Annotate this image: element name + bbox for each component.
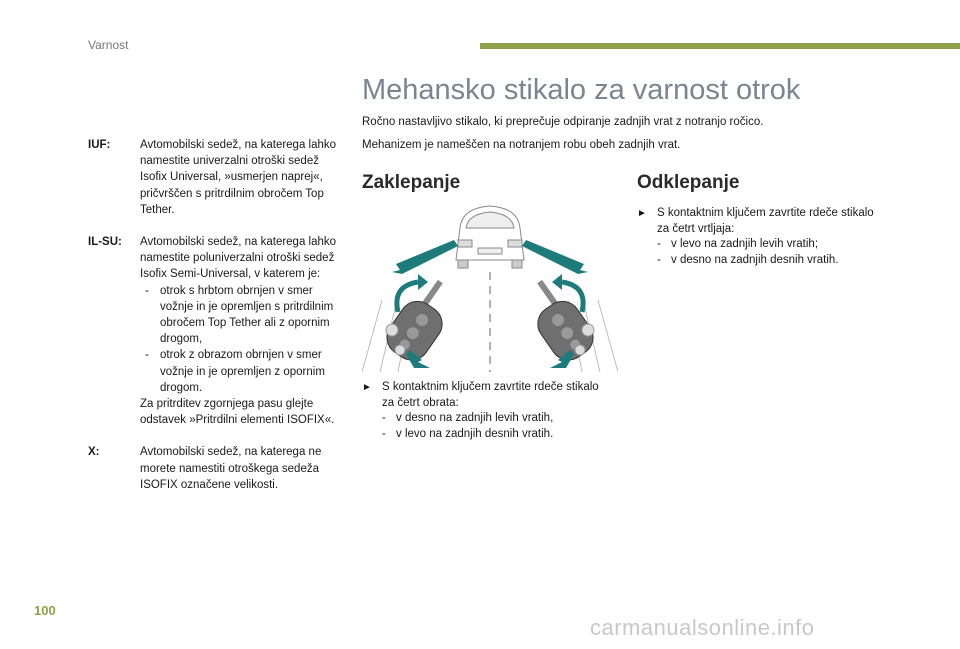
section-tag: Varnost bbox=[88, 38, 129, 52]
watermark: carmanualsonline.info bbox=[590, 615, 815, 640]
definition-term: IL-SU: bbox=[88, 236, 122, 249]
intro-paragraph-1: Ročno nastavljivo stikalo, ki preprečuje odpiranje zadnjih vrat z notranjo ročico. bbox=[362, 116, 764, 128]
child-lock-illustration bbox=[362, 200, 618, 372]
definition-text: Avtomobilski sedež, na katerega lahko namestite poluniverzalni otroški sedež Isofix Semi-Universal, v katerem je: bbox=[140, 236, 337, 281]
page-title: Mehansko stikalo za varnost otrok bbox=[362, 74, 801, 106]
unlock-instruction bbox=[637, 206, 887, 268]
list-item: - v levo na zadnjih desnih vratih. bbox=[382, 427, 612, 443]
arrow-right-icon bbox=[522, 240, 588, 274]
triangle-bullet-icon: ► bbox=[637, 208, 647, 219]
intro-paragraph-2: Mehanizem je nameščen na notranjem robu obeh zadnjih vrat. bbox=[362, 139, 681, 151]
definition-note: Za pritrditev zgornjega pasu glejte odstavek »Pritrdilni elementi ISOFIX«. bbox=[140, 398, 335, 427]
instruction-text: S kontaktnim ključem zavrtite rdeče stikalo za četrt vrtljaja: bbox=[657, 207, 874, 235]
lock-instruction bbox=[362, 380, 612, 442]
page-number: 100 bbox=[34, 603, 56, 618]
instruction-text: S kontaktnim ključem zavrtite rdeče stikalo za četrt obrata: bbox=[382, 381, 599, 409]
lock-heading: Zaklepanje bbox=[362, 172, 461, 193]
list-item: - otrok s hrbtom obrnjen v smer vožnje in je opremljen s pritrdilnim obročem Top Tether ali z opornim drogom, bbox=[140, 283, 348, 348]
definition-il-su bbox=[88, 234, 348, 428]
list-item: - v desno na zadnjih levih vratih, bbox=[382, 411, 612, 427]
car-rear-icon bbox=[456, 206, 524, 268]
arrow-left-icon bbox=[392, 240, 458, 274]
unlock-heading: Odklepanje bbox=[637, 172, 740, 193]
definition-x bbox=[88, 444, 348, 493]
section-color-bar bbox=[480, 43, 960, 49]
definition-term: X: bbox=[88, 446, 100, 459]
definition-iuf bbox=[88, 137, 348, 218]
list-item: - v levo na zadnjih levih vratih; bbox=[657, 237, 887, 253]
triangle-bullet-icon: ► bbox=[362, 382, 372, 393]
list-item: - v desno na zadnjih desnih vratih. bbox=[657, 253, 887, 269]
list-item: - otrok z obrazom obrnjen v smer vožnje in je opremljen z opornim drogom. bbox=[140, 347, 348, 396]
definition-term: IUF: bbox=[88, 139, 111, 151]
isofix-definitions bbox=[88, 137, 348, 509]
definition-text: Avtomobilski sedež, na katerega lahko namestite univerzalni otroški sedež Isofix Universal, »usmerjen naprej«, pričvrščen s pritrdilnim obročem Top Tether. bbox=[140, 139, 337, 216]
definition-text: Avtomobilski sedež, na katerega ne morete namestiti otroškega sedeža ISOFIX označene velikosti. bbox=[140, 446, 322, 491]
